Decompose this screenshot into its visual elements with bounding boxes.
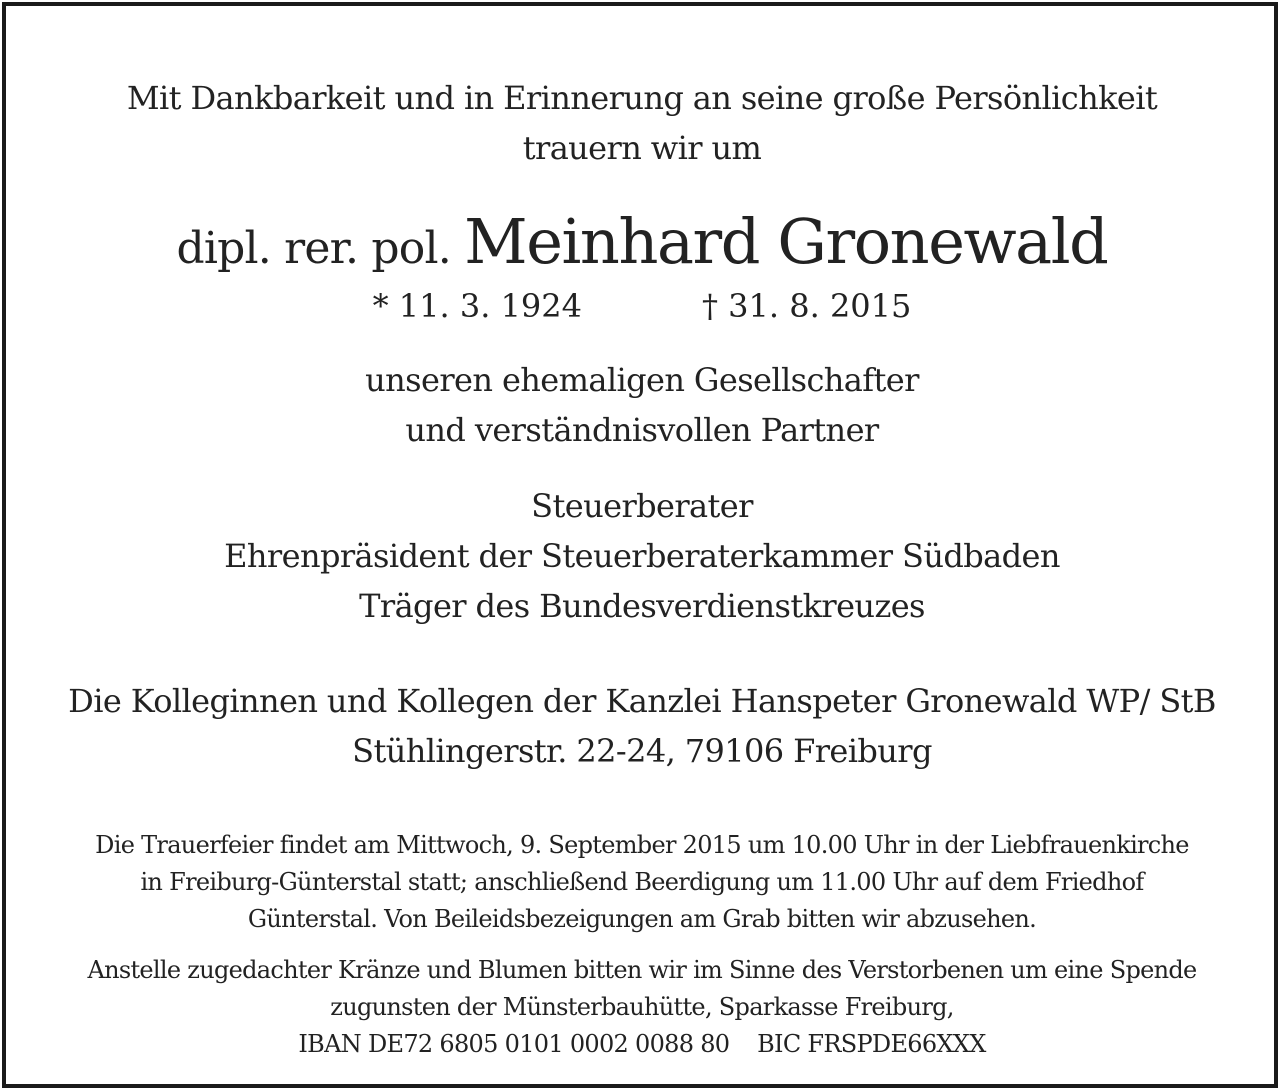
donation-bank-details: IBAN DE72 6805 0101 0002 0088 80 BIC FRSPDE66XXX bbox=[298, 1030, 986, 1058]
life-dates bbox=[6, 286, 1278, 326]
relation-line-1: unseren ehemaligen Gesellschafter bbox=[365, 361, 919, 399]
mourners-line-2: Stühlingerstr. 22-24, 79106 Freiburg bbox=[352, 732, 932, 770]
role-line: Steuerberater bbox=[531, 487, 753, 525]
deceased-heading bbox=[6, 205, 1278, 281]
deceased-title: dipl. rer. pol. bbox=[176, 223, 451, 274]
ceremony-line: Günterstal. Von Beileidsbezeigungen am Grab bitten wir abzusehen. bbox=[247, 905, 1037, 933]
donation-line: zugunsten der Münsterbauhütte, Sparkasse Freiburg, bbox=[330, 993, 954, 1021]
deceased-name: Meinhard Gronewald bbox=[464, 205, 1108, 278]
relation-line-2: und verständnisvollen Partner bbox=[405, 411, 879, 449]
intro-line-1: Mit Dankbarkeit und in Erinnerung an seine große Persönlichkeit bbox=[126, 79, 1158, 117]
birth-date: * 11. 3. 1924 bbox=[372, 287, 582, 325]
death-date: † 31. 8. 2015 bbox=[702, 287, 912, 325]
donation-line: Anstelle zugedachter Kränze und Blumen bitten wir im Sinne des Verstorbenen um eine Spende bbox=[87, 956, 1197, 984]
ceremony-line: in Freiburg-Günterstal statt; anschließend Beerdigung um 11.00 Uhr auf dem Friedhof bbox=[140, 868, 1144, 896]
ceremony-line: Die Trauerfeier findet am Mittwoch, 9. September 2015 um 10.00 Uhr in der Liebfrauenkirche bbox=[95, 831, 1189, 859]
intro-line-2: trauern wir um bbox=[522, 129, 762, 167]
role-line: Träger des Bundesverdienstkreuzes bbox=[359, 587, 925, 625]
mourners-line-1: Die Kolleginnen und Kollegen der Kanzlei Hanspeter Gronewald WP/ StB bbox=[68, 682, 1216, 720]
role-line: Ehrenpräsident der Steuerberaterkammer Südbaden bbox=[224, 537, 1060, 575]
obituary-notice bbox=[2, 2, 1278, 1088]
